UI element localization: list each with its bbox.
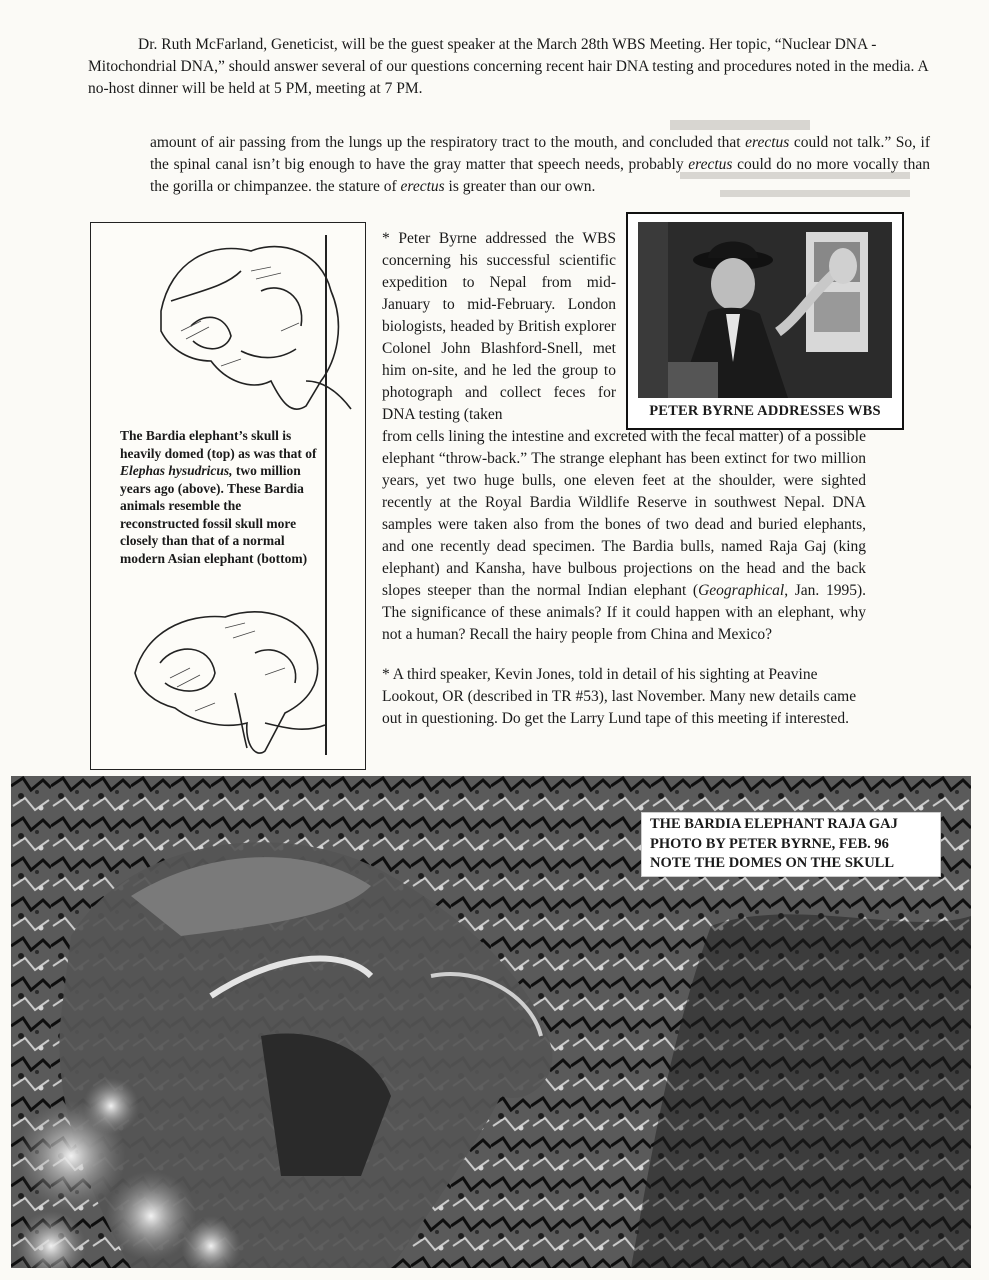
elephant-skull-sidebar: [90, 222, 366, 770]
erectus-continuation: amount of air passing from the lungs up the respiratory tract to the mouth, and concluded that erectus could not talk.” So, if the spinal canal isn’t big enough to have the gray matter that speech needs, probably erectus could do no more vocally than the gorilla or chimpanzee. the stature of erectus is greater than our own.: [150, 134, 931, 195]
caption-line-3: NOTE THE DOMES ON THE SKULL: [650, 855, 895, 871]
byrne-photo-box: [626, 212, 904, 430]
bardia-elephant-photo: [11, 776, 971, 1268]
byrne-paragraph-column: * Peter Byrne addressed the WBS concerning his successful scientific expedition to Nepal from mid-January to mid-February. London biologists, headed by British explorer Colonel John Blashford-Snell, met him on-site, and he led the group to photograph and collect feces for DNA testing (taken: [382, 230, 616, 423]
caption-line-2: PHOTO BY PETER BYRNE, FEB. 96: [650, 835, 889, 852]
jones-paragraph: * A third speaker, Kevin Jones, told in detail of his sighting at Peavine Lookout, OR (described in TR #53), last November. Many new details came out in questioning. Do get the Larry Lund tape of this meeting if interested.: [382, 666, 857, 727]
byrne-paragraph-continued: from cells lining the intestine and excreted with the fecal matter) of a possible elephant “throw-back.” The strange elephant has been extinct for two million years, yet two huge bulls, one eleven feet at the shoulder, were sighted recently at the Royal Bardia Wildlife Reserve in southwest Nepal. DNA samples were taken also from the bones of two dead and buried elephants, and one recently dead specimen. The Bardia bulls, named Raja Gaj (king elephant) and Kansha, have bulbous projections on the head and the back slopes steeper than the normal Indian elephant (Geographical, Jan. 1995). The significance of these animals? If it could happen with an elephant, why not a human? Recall the hairy people from China and Mexico?: [382, 428, 866, 643]
caption-line-1: THE BARDIA ELEPHANT RAJA GAJ: [650, 816, 898, 832]
skull-caption: The Bardia elephant’s skull is heavily domed (top) as was that of Elephas hysudricus, two million years ago (above). These Bardia animals resemble the reconstructed fossil skull more closely than that of a normal modern Asian elephant (bottom): [120, 428, 317, 566]
domed-skull-illustration: [131, 231, 357, 427]
byrne-photo-caption: PETER BYRNE ADDRESSES WBS: [649, 403, 881, 419]
asian-elephant-illustration: [115, 583, 341, 763]
meeting-announcement: Dr. Ruth McFarland, Geneticist, will be the guest speaker at the March 28th WBS Meeting. Her topic, “Nuclear DNA - Mitochondrial DNA,” should answer several of our questions concerning recent hair DNA testing and procedures noted in the media. A no-host dinner will be held at 5 PM, meeting at 7 PM.: [88, 36, 928, 97]
bardia-photo-caption: [641, 812, 941, 877]
byrne-portrait-photo: [638, 222, 892, 398]
